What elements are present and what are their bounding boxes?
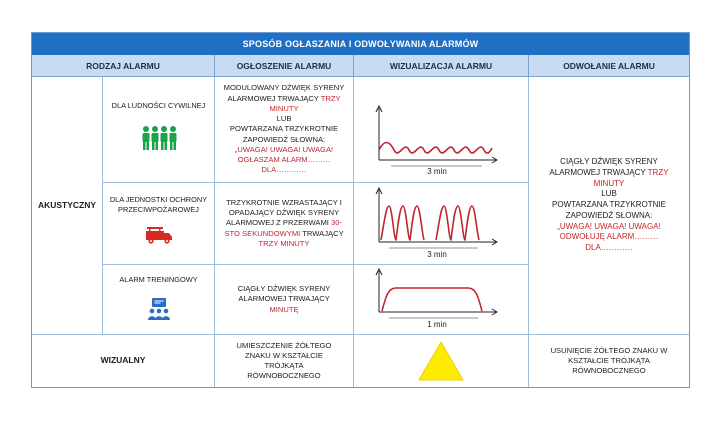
fire-announce-pause: 30-STO SEKUNDOWYMI [224,218,343,238]
cancel-duration: TRZY MINUTY [593,167,669,188]
civil-visualization [354,77,529,183]
fire-announce-lasting: TRWAJĄCY [302,228,344,238]
cancel-text: CIĄGŁY DŹWIĘK SYRENY ALARMOWEJ TRWAJĄCY [549,156,658,177]
header-alarm-type: RODZAJ ALARMU [32,55,215,77]
fire-announce-duration: TRZY MINUTY [258,238,310,248]
visual-cancel: USUNIĘCIE ŻÓŁTEGO ZNAKU W KSZTAŁCIE TRÓJKĄTA RÓWNOBOCZNEGO [550,345,668,376]
header-cancel: ODWOŁANIE ALARMU [529,55,689,77]
civil-announce-phrase: „UWAGA! UWAGA! UWAGA! OGŁASZAM ALARM………DLA………… [234,144,334,175]
alarm-table [31,32,690,388]
rising-falling-wave-chart [356,184,526,264]
header-announce: OGŁOSZENIE ALARMU [215,55,354,77]
visual-visualization [354,335,529,387]
civil-announce-duration: TRZY MINUTY [269,93,341,113]
civil-announce-text: MODULOWANY DŹWIĘK SYRENY ALARMOWEJ TRWAJĄCY [223,83,345,103]
row-fire-type [103,183,215,265]
training-label: ALARM TRENINGOWY [119,275,198,284]
fire-truck-icon [144,225,174,245]
continuous-wave-chart [356,266,526,334]
visual-announce: UMIESZCZENIE ŻÓŁTEGO ZNAKU W KSZTAŁCIE TRÓJKĄTA RÓWNOBOCZNEGO [215,335,354,387]
civil-announce [215,77,354,183]
training-visualization [354,265,529,335]
visual-label: WIZUALNY [32,335,215,387]
training-announce-duration: MINUTĘ [269,304,299,314]
cancel-or: LUB [601,189,617,199]
row-training-type [103,265,215,335]
civil-duration-label: 3 min [427,166,447,176]
modulated-wave-chart [356,80,526,180]
header-visualization: WIZUALIZACJA ALARMU [354,55,529,77]
training-presentation-icon [147,297,171,321]
fire-visualization [354,183,529,265]
table-title: SPOSÓB OGŁASZANIA I ODWOŁYWANIA ALARMÓW [32,33,689,55]
training-announce-text: CIĄGŁY DŹWIĘK SYRENY ALARMOWEJ TRWAJĄCY [237,284,331,304]
civil-announce-spoken: POWTARZANA TRZYKROTNIE ZAPOWIEDŹ SŁOWNA: [229,124,339,144]
acoustic-cancel [529,77,689,335]
training-duration-label: 1 min [427,319,447,329]
fire-announce [215,183,354,265]
civil-label: DLA LUDNOŚCI CYWILNEJ [111,101,206,110]
civil-announce-or: LUB [276,114,292,124]
cancel-phrase: „UWAGA! UWAGA! UWAGA! ODWOŁUJĘ ALARM………DLA………… [557,221,661,253]
fire-announce-text: TRZYKROTNIE WZRASTAJĄCY I OPADAJĄCY DŹWIĘK SYRENY ALARMOWEJ Z PRZERWAMI [225,197,342,228]
row-civil-type [103,77,215,183]
people-group-icon [141,125,177,151]
cancel-spoken: POWTARZANA TRZYKROTNIE ZAPOWIEDŹ SŁOWNA: [552,200,666,220]
fire-label: DLA JEDNOSTKI OCHRONY PRZECIWPOŻAROWEJ [109,195,208,214]
yellow-triangle-icon [416,339,466,383]
fire-duration-label: 3 min [427,249,447,259]
training-announce [215,265,354,335]
acoustic-label: AKUSTYCZNY [32,77,103,335]
